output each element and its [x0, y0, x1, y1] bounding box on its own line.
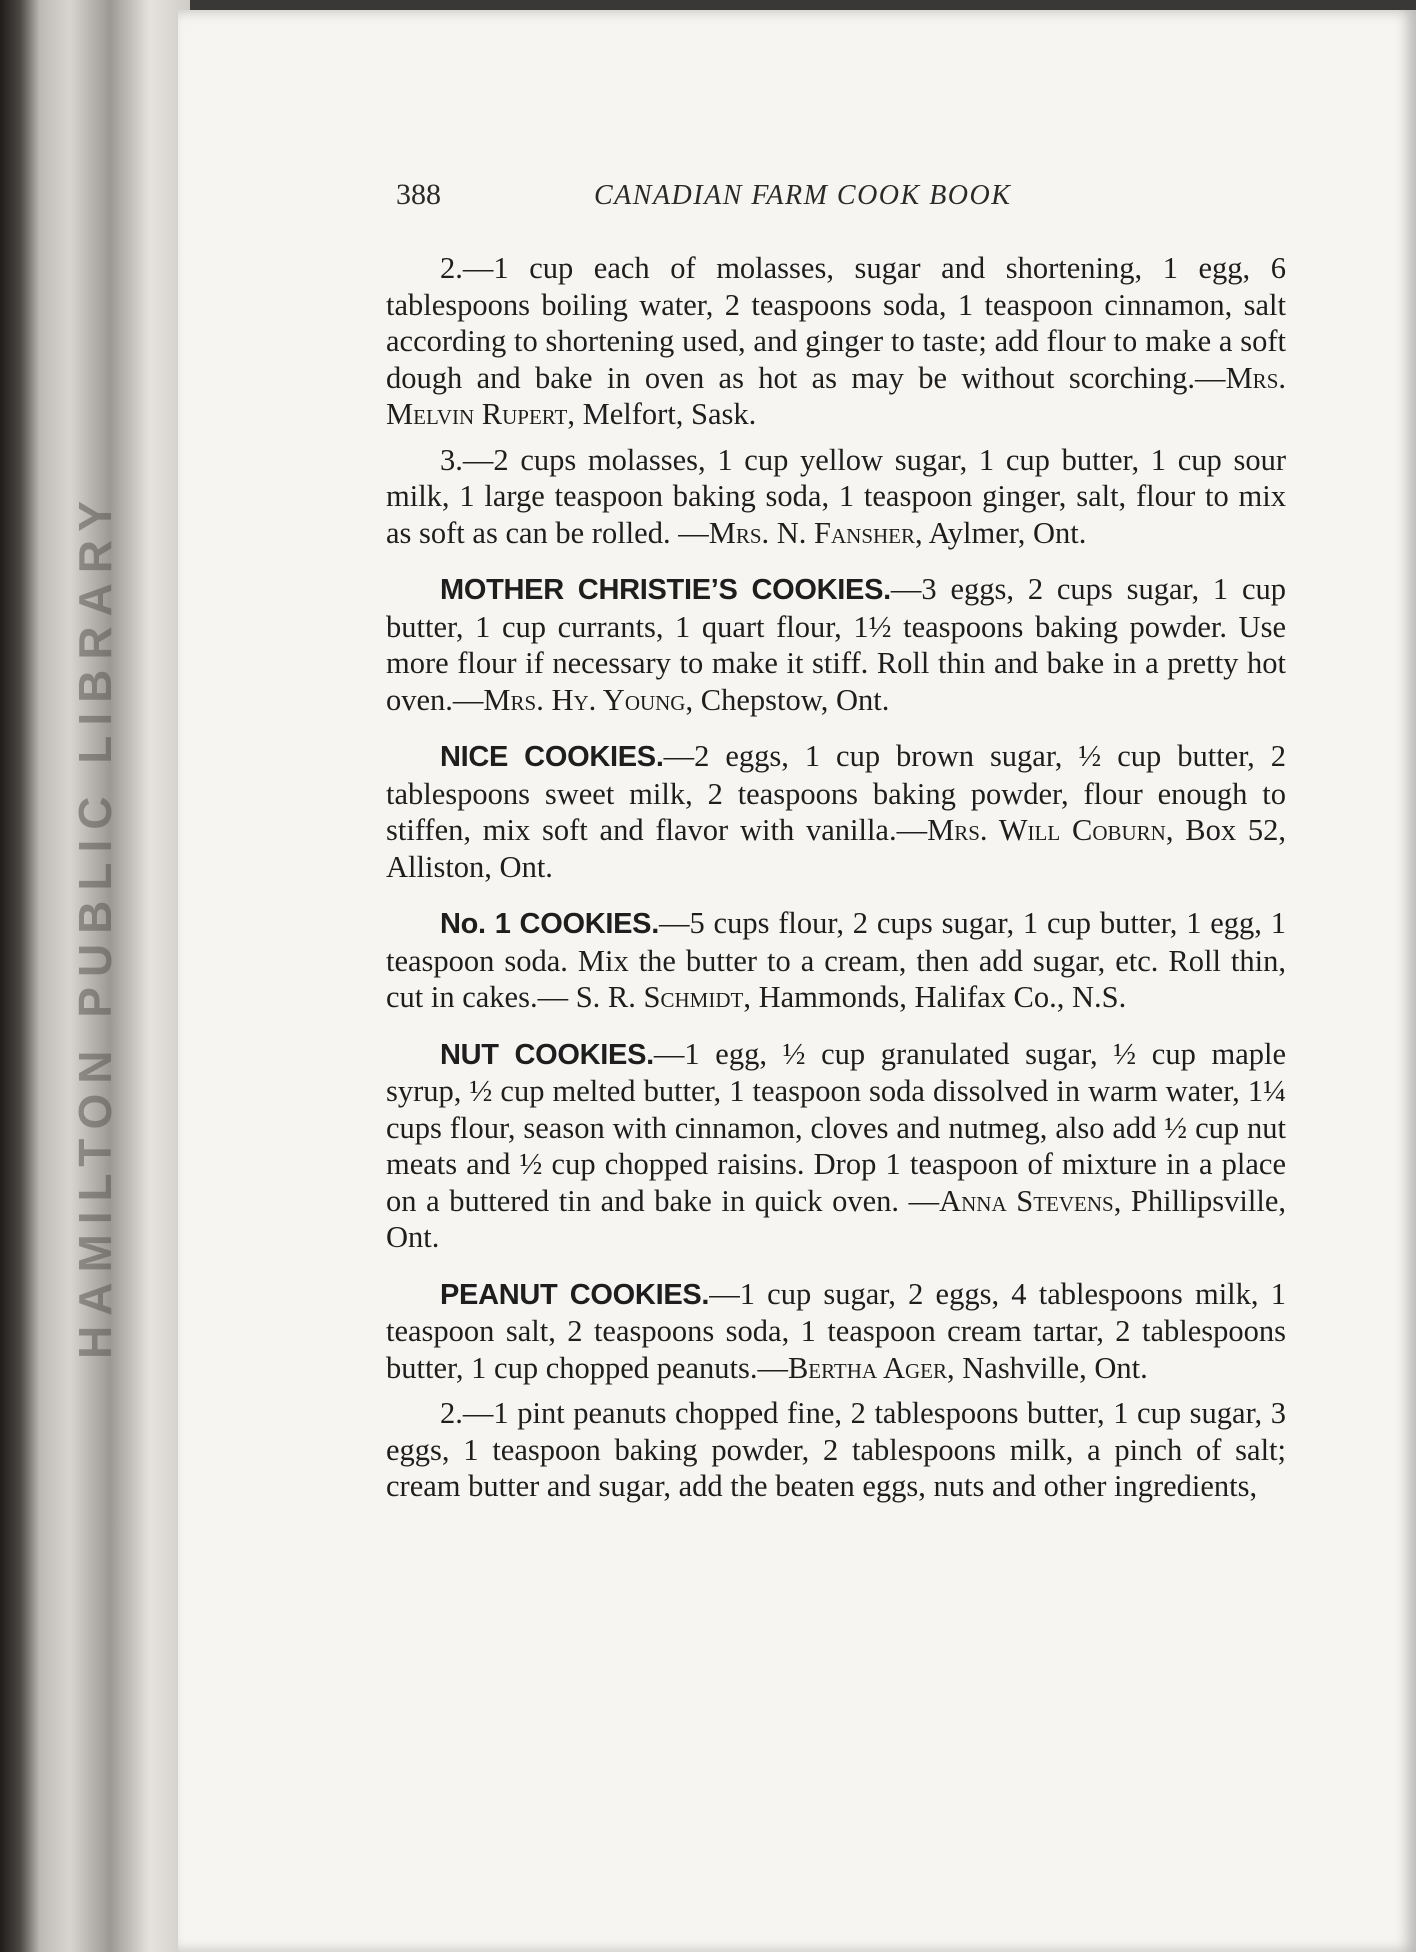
page-number: 388 — [396, 178, 441, 211]
recipe-place: , Chepstow, Ont. — [685, 682, 890, 717]
recipe-body: —5 cups flour, 2 cups sugar, 1 cup butter, 1 egg, 1 teaspoon soda. Mix the butter to a cream, then add sugar, etc. Roll thin, cut in cakes.— — [386, 906, 1287, 1014]
recipe-heading: NICE COOKIES. — [440, 741, 664, 773]
recipe-heading: NUT COOKIES. — [440, 1038, 654, 1071]
recipe-entry — [386, 442, 1286, 552]
library-stamp: HAMILTON PUBLIC LIBRARY — [69, 491, 121, 1360]
recipe-heading: No. 1 COOKIES. — [440, 908, 659, 940]
recipe-author: Mrs. Will Coburn — [927, 813, 1166, 847]
recipe-author: Bertha Ager — [787, 1350, 947, 1385]
recipe-entry — [386, 1276, 1286, 1387]
recipe-heading: MOTHER CHRISTIE’S COOKIES. — [440, 574, 891, 606]
recipe-body: —1 egg, ½ cup granulated sugar, ½ cup maple syrup, ½ cup melted butter, 1 teaspoon soda dissolved in warm water, 1¼ cups flour, season with cinnamon, cloves and nutmeg, also add ½ cup nut meats and ½ cup chopped raisins. Drop 1 teaspoon of mixture in a place on a buttered tin and bake in quick oven. — — [386, 1036, 1287, 1218]
recipe-place: , Box 52, Alliston, Ont. — [386, 813, 1287, 884]
recipe-heading: PEANUT COOKIES. — [440, 1278, 710, 1311]
recipe-place: , Aylmer, Ont. — [915, 515, 1087, 550]
recipe-author: Mrs. Melvin Rupert — [386, 360, 1286, 431]
recipe-entry — [386, 250, 1286, 433]
recipe-author: S. R. Schmidt — [575, 980, 744, 1014]
recipe-body: —2 eggs, 1 cup brown sugar, ½ cup butter, 2 tablespoons sweet milk, 2 teaspoons baking powder, flour enough to stiffen, mix soft and flavor with vanilla.— — [386, 739, 1286, 847]
recipe-entry — [386, 738, 1286, 885]
recipe-entry — [386, 1395, 1286, 1505]
recipe-body: 2.—1 pint peanuts chopped fine, 2 tablespoons butter, 1 cup sugar, 3 eggs, 1 teaspoon baking powder, 2 tablespoons milk, a pinch of salt; cream butter and sugar, add the beaten eggs, nuts and other ingredients, — [386, 1396, 1286, 1503]
recipe-entry — [386, 571, 1286, 718]
recipe-place: , Phillipsville, Ont. — [386, 1183, 1286, 1254]
recipe-author: Mrs. Hy. Young — [483, 682, 686, 717]
running-title: CANADIAN FARM COOK BOOK — [594, 180, 1012, 211]
recipe-text-column — [386, 250, 1286, 1514]
recipe-place: , Hammonds, Halifax Co., N.S. — [743, 980, 1127, 1014]
recipe-body: —1 cup sugar, 2 eggs, 4 tablespoons milk, 1 teaspoon salt, 2 teaspoons soda, 1 teaspoon cream tartar, 2 tablespoons butter, 1 cup chopped peanuts.— — [386, 1276, 1286, 1385]
book-page-edges — [0, 0, 190, 1952]
recipe-place: , Nashville, Ont. — [947, 1350, 1148, 1385]
recipe-entry — [386, 905, 1286, 1016]
recipe-place: , Melfort, Sask. — [567, 397, 757, 431]
recipe-body: 3.—2 cups molasses, 1 cup yellow sugar, 1 cup butter, 1 cup sour milk, 1 large teaspoon baking soda, 1 teaspoon ginger, salt, flour to mix as soft as can be rolled. — — [386, 442, 1286, 550]
recipe-entry — [386, 1036, 1286, 1256]
recipe-author: Anna Stevens — [939, 1183, 1114, 1218]
recipe-body: 2.—1 cup each of molasses, sugar and shortening, 1 egg, 6 tablespoons boiling water, 2 teaspoons soda, 1 teaspoon cinnamon, salt according to shortening used, and ginger to taste; add flour to make a soft dough and bake in oven as hot as may be without scorching.— — [386, 251, 1286, 395]
recipe-author: Mrs. N. Fansher — [708, 515, 916, 550]
recipe-body: —3 eggs, 2 cups sugar, 1 cup butter, 1 cup currants, 1 quart flour, 1½ teaspoons baking powder. Use more flour if necessary to make it stiff. Roll thin and bake in a pretty hot oven.— — [386, 572, 1286, 717]
